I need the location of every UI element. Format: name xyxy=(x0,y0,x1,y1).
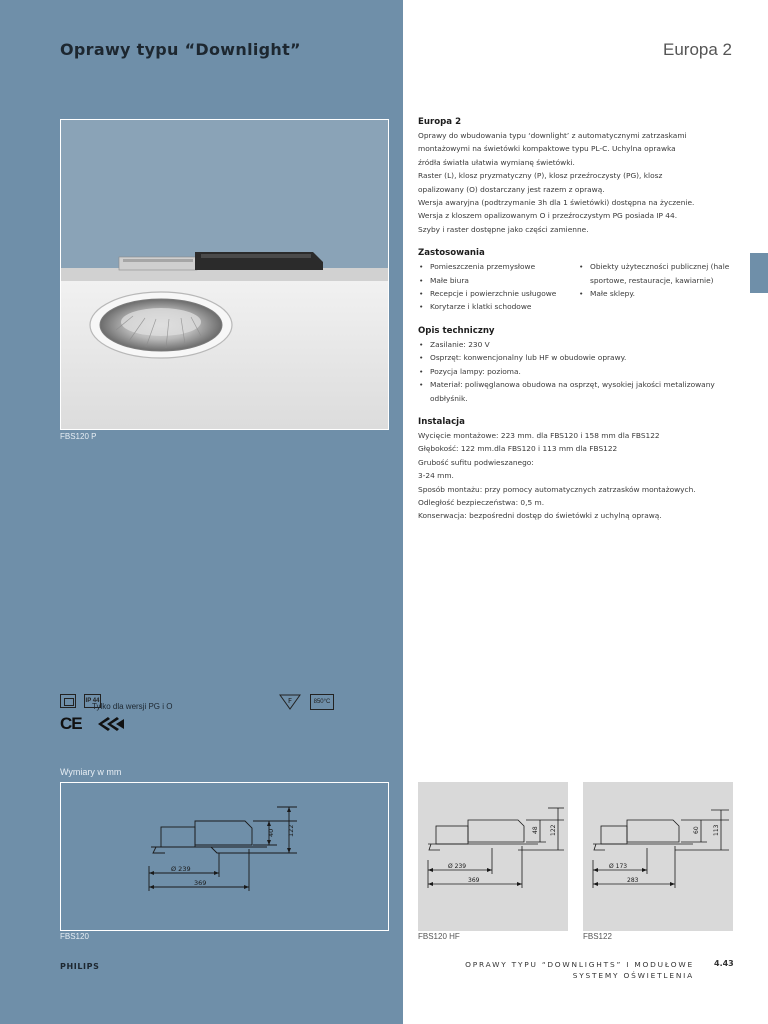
fbs120-hf-dimension-drawing xyxy=(418,782,568,931)
drawing-fbs120 xyxy=(60,782,389,931)
fbs120-hf-width-label: 369 xyxy=(468,877,480,884)
ce-mark-icon: CE xyxy=(60,714,82,733)
temperature-badge: 850°C xyxy=(310,694,334,710)
dimensions-heading: Wymiary w mm xyxy=(60,767,122,777)
list-item: • Zasilanie: 230 V xyxy=(418,338,738,351)
list-item: • Małe sklepy. xyxy=(578,287,738,300)
drawing-fbs122 xyxy=(583,782,733,931)
installation-line: Sposób montażu: przy pomocy automatycznych zatrzasków montażowych. xyxy=(418,484,696,494)
drawing-fbs120-caption: FBS120 xyxy=(60,932,89,941)
fbs122-diameter-label: Ø 173 xyxy=(609,863,628,870)
fbs122-width-label: 283 xyxy=(627,877,639,884)
f-mark-icon xyxy=(279,694,301,710)
description-line: montażowymi na świetówki kompaktowe typu PL-C. Uchylna oprawka xyxy=(418,144,676,154)
description-line: Wersja z kloszem opalizowanym O i przeźroczystym PG posiada IP 44. xyxy=(418,211,678,221)
applications-list-left xyxy=(418,260,578,314)
installation-line: Grubość sufitu podwieszanego: xyxy=(418,457,534,467)
fbs120-diameter-label: Ø 239 xyxy=(171,865,191,873)
installation-line: Konserwacja: bezpośredni dostęp do świetówki z uchylną oprawą. xyxy=(418,511,662,521)
description-line: Szyby i raster dostępne jako części zamienne. xyxy=(418,224,589,234)
technical-block xyxy=(418,325,738,405)
installation-line: Odległość bezpieczeństwa: 0,5 m. xyxy=(418,497,545,507)
description-heading: Europa 2 xyxy=(418,117,462,127)
fbs122-dimension-drawing xyxy=(583,782,733,931)
drawing-fbs122-caption: FBS122 xyxy=(583,932,612,941)
downlight-luminaire-image xyxy=(61,120,388,429)
fbs120-dimension-drawing xyxy=(61,783,388,930)
list-item: • Pozycja lampy: pozioma. xyxy=(418,365,738,378)
page-title: Oprawy typu “Downlight” xyxy=(60,40,301,59)
list-item: • Małe biura xyxy=(418,274,578,287)
section-tab-marker xyxy=(750,253,768,293)
list-item: • Recepcje i powierzchnie usługowe xyxy=(418,287,578,300)
installation-line: Wycięcie montażowe: 223 mm. dla FBS120 i 158 mm dla FBS122 xyxy=(418,430,660,440)
fbs120-width-label: 369 xyxy=(194,879,207,887)
technical-heading: Opis techniczny xyxy=(418,325,495,336)
class-ii-icon xyxy=(60,694,76,708)
brand-logo: PHILIPS xyxy=(60,962,100,971)
drawing-fbs120-hf xyxy=(418,782,568,931)
section-name: Europa 2 xyxy=(663,40,732,59)
technical-list xyxy=(418,338,738,405)
description-line: Wersja awaryjna (podtrzymanie 3h dla 1 świetówki) dostępna na życzenie. xyxy=(418,198,695,208)
installation-line: Głębokość: 122 mm.dla FBS120 i 113 mm dla FBS122 xyxy=(418,444,618,454)
fbs120-hf-height-small-label: 48 xyxy=(532,826,539,834)
enec-mark-icon xyxy=(96,716,126,732)
applications-block xyxy=(418,247,738,314)
fbs122-height-total-label: 113 xyxy=(713,824,720,836)
fbs120-height-small-label: 40 xyxy=(267,828,275,837)
page-number: 4.43 xyxy=(714,959,734,968)
list-item: • Osprzęt: konwencjonalny lub HF w obudowie oprawy. xyxy=(418,351,738,364)
description-line: Oprawy do wbudowania typu ‘downlight’ z automatycznymi zatrzaskami xyxy=(418,131,687,140)
list-item: • Korytarze i klatki schodowe xyxy=(418,300,578,313)
footer-title-line: SYSTEMY OŚWIETLENIA xyxy=(572,971,694,980)
description-line: opalizowany (O) dostarczany jest razem z oprawą. xyxy=(418,184,605,194)
description-line: Raster (L), klosz pryzmatyczny (P), klosz przeźroczysty (PG), klosz xyxy=(418,171,663,181)
installation-block xyxy=(418,416,738,523)
fbs120-hf-height-total-label: 122 xyxy=(550,824,557,836)
product-description-column xyxy=(418,116,738,534)
description-line: źródła światła ułatwia wymianę świetówki. xyxy=(418,157,575,167)
list-item: • Materiał: poliwęglanowa obudowa na osprzęt, wysokiej jakości metalizowany odbłyśnik. xyxy=(418,378,738,405)
f-mark-text: F xyxy=(287,697,293,705)
drawing-fbs120-hf-caption: FBS120 HF xyxy=(418,932,460,941)
product-photo xyxy=(60,119,389,430)
list-item: • Pomieszczenia przemysłowe xyxy=(418,260,578,273)
fbs122-height-small-label: 60 xyxy=(693,826,700,834)
footer-chapter-title xyxy=(430,959,694,981)
applications-list-right xyxy=(578,260,738,314)
ip44-badge: IP 44 xyxy=(84,694,101,708)
ip-note: Tylko dla wersji PG i O xyxy=(92,702,173,711)
footer-title-line: OPRAWY TYPU “DOWNLIGHTS” I MODUŁOWE xyxy=(465,960,694,969)
installation-line: 3-24 mm. xyxy=(418,471,454,481)
fbs120-hf-diameter-label: Ø 239 xyxy=(448,863,467,870)
fbs120-height-total-label: 122 xyxy=(287,824,295,837)
applications-heading: Zastosowania xyxy=(418,248,485,259)
installation-heading: Instalacja xyxy=(418,416,465,427)
photo-caption: FBS120 P xyxy=(60,432,97,441)
description-block xyxy=(418,116,738,236)
list-item: • Obiekty użyteczności publicznej (hale sportowe, restauracje, kawiarnie) xyxy=(578,260,738,287)
